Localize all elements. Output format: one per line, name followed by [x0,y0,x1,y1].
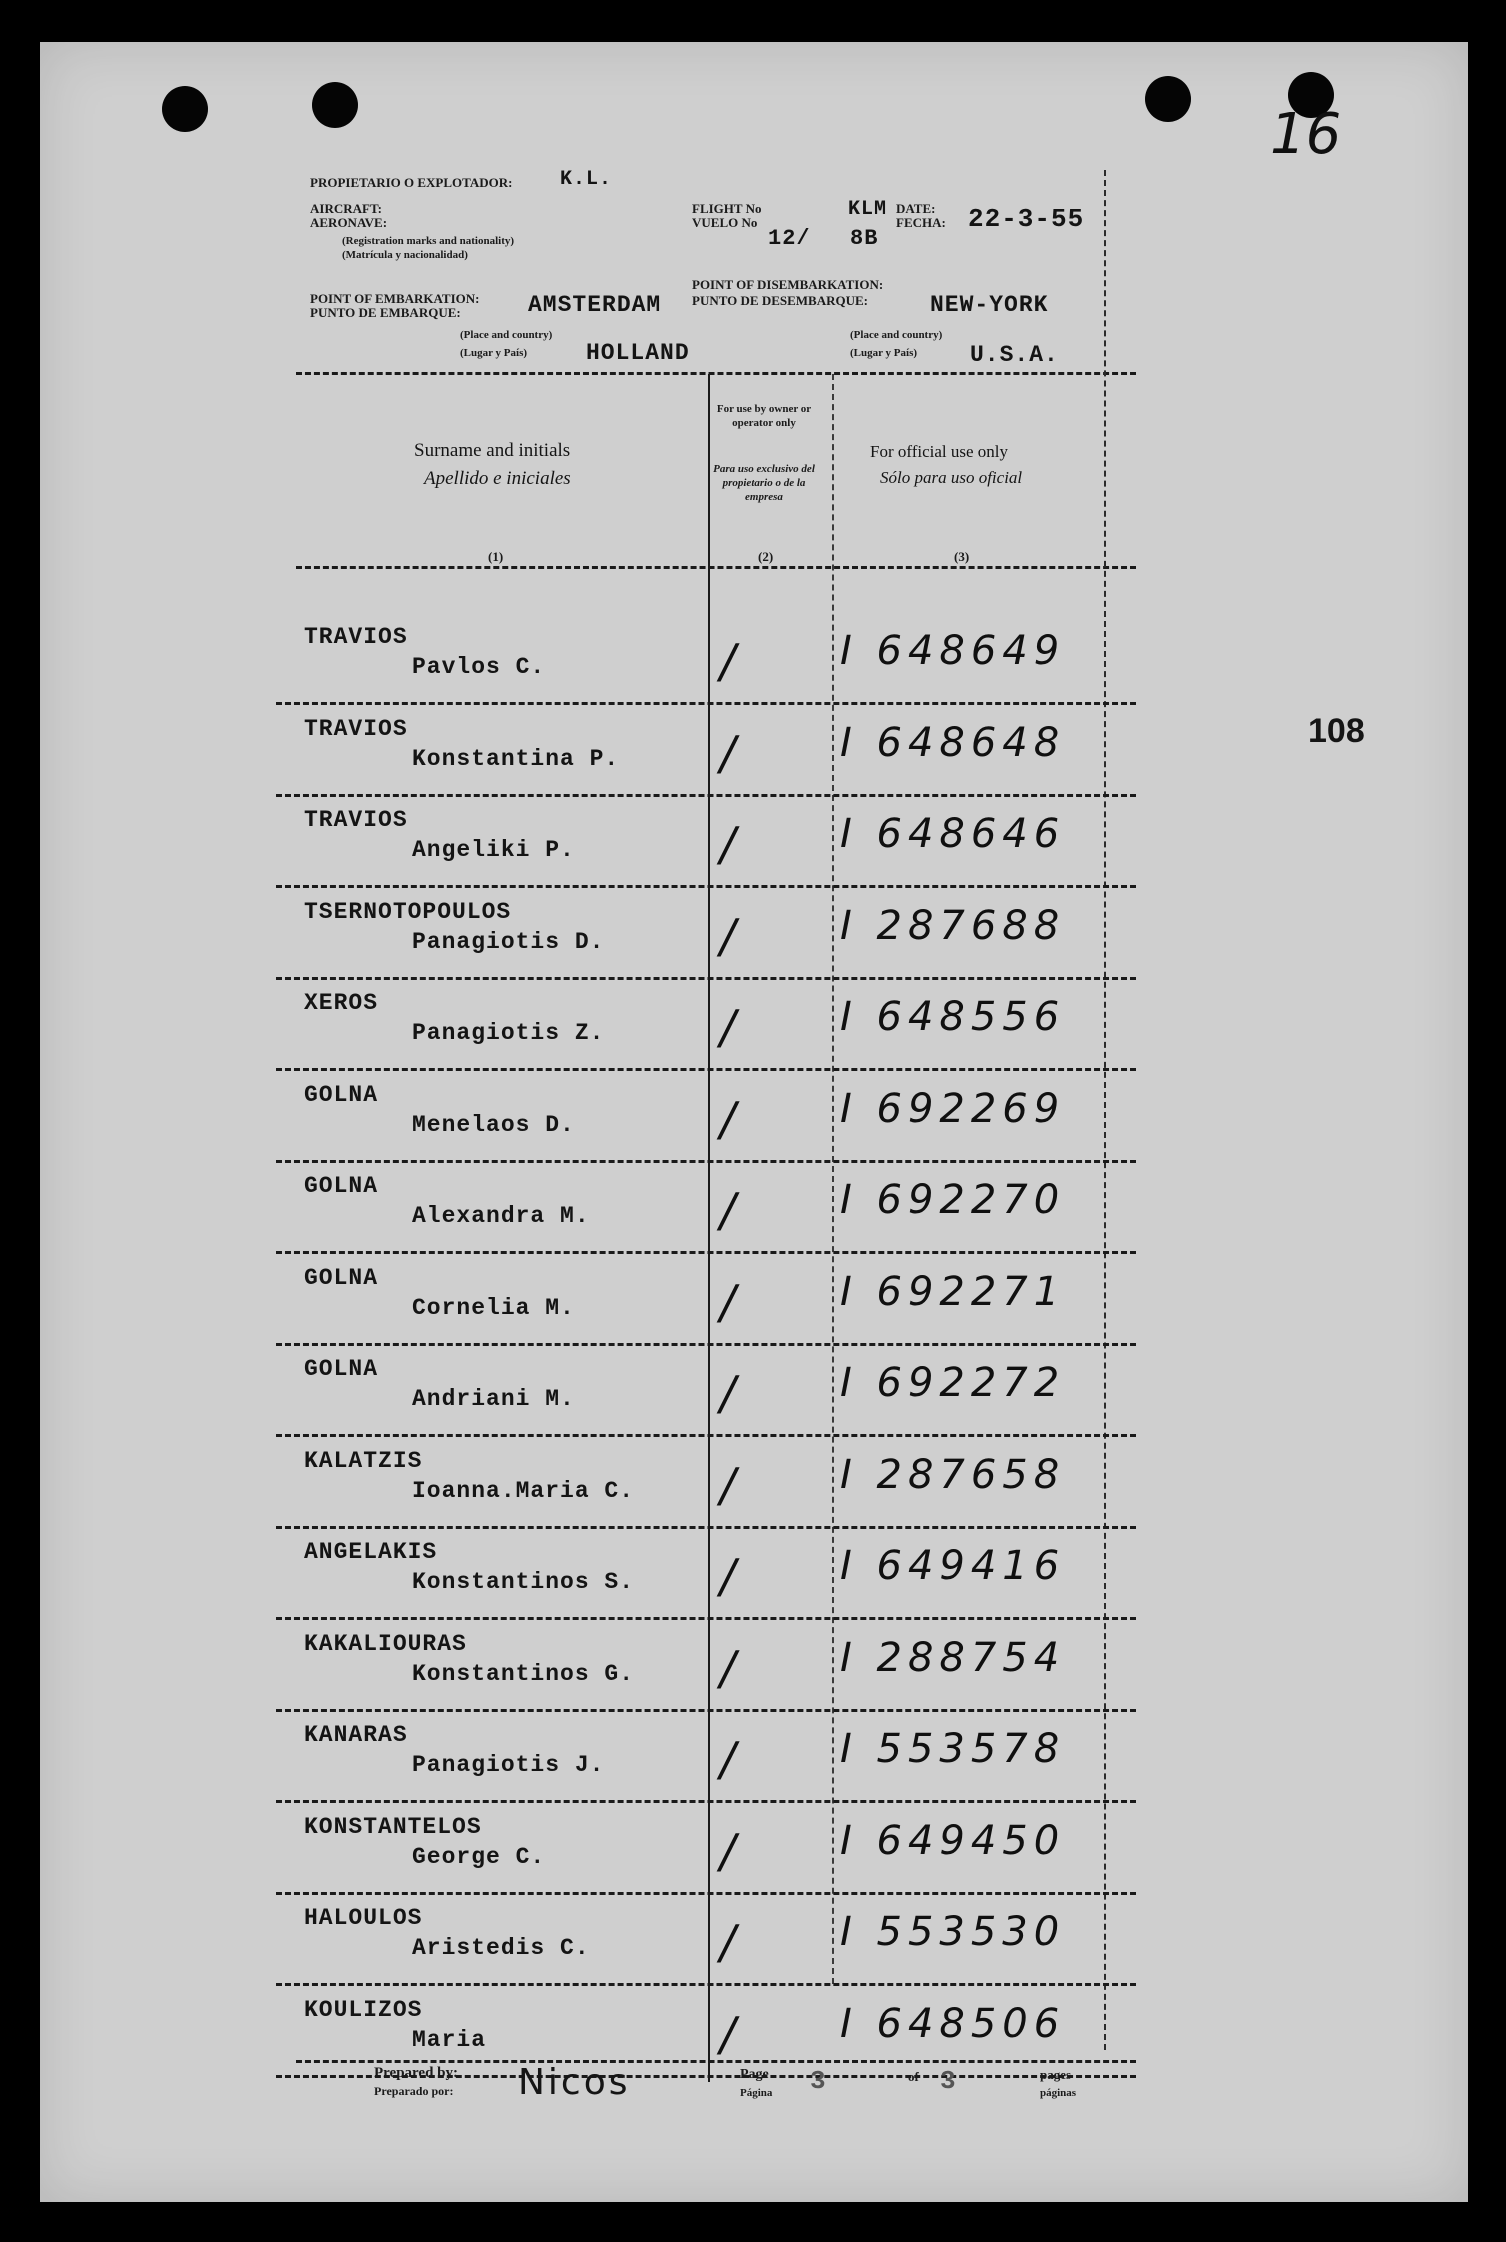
passenger-row [40,1621,1468,1713]
passenger-row [40,980,1468,1072]
passenger-given-name: Konstantina P. [412,745,620,772]
corner-mark: 16 [1270,102,1342,167]
embark-country: HOLLAND [586,340,690,366]
passenger-given-name: Andriani M. [412,1386,575,1412]
page-total-value: 3 [940,2066,957,2096]
official-entry: I 649450 [840,1817,1066,1864]
operator-check-mark: / [720,725,742,780]
official-entry: I 553530 [840,1909,1066,1955]
official-entry: I 287658 [840,1451,1066,1498]
passenger-given-name: Alexandra M. [412,1203,590,1229]
passenger-surname: TRAVIOS [304,715,408,742]
disembark-label-es: PUNTO DE DESEMBARQUE: [692,293,869,308]
manifest-sheet [40,42,1468,2202]
passenger-surname: KAKALIOURAS [304,1630,467,1657]
operator-check-mark: / [720,634,742,688]
embark-value: AMSTERDAM [528,292,662,318]
passenger-given-name: George C. [412,1843,546,1870]
passenger-row [40,797,1468,889]
passenger-given-name: Konstantinos S. [412,1569,635,1595]
page-of-label: of [908,2069,919,2084]
operator-label: PROPIETARIO O EXPLOTADOR: [310,175,513,190]
passenger-surname: GOLNA [304,1356,379,1382]
embark-label-en: POINT OF EMBARKATION: [310,291,480,306]
date-label-es: FECHA: [896,215,946,230]
punch-hole-right-a [1145,76,1191,122]
punch-hole-middle [312,82,358,128]
col3-number: (3) [954,549,970,564]
passenger-row [40,1163,1468,1255]
operator-check-mark: / [720,1091,742,1146]
passenger-row [40,706,1468,798]
official-entry: I 692271 [840,1268,1066,1315]
passenger-given-name: Pavlos C. [412,654,546,680]
operator-check-mark: / [720,1183,742,1237]
passenger-row [40,1895,1468,1987]
official-entry: I 648506 [840,2000,1066,2047]
passenger-surname: KOULIZOS [304,1996,423,2023]
passenger-surname: ANGELAKIS [304,1539,438,1565]
passenger-row [40,614,1468,706]
passenger-given-name: Panagiotis J. [412,1752,605,1778]
disembark-value: NEW-YORK [930,292,1049,318]
col2-heading-es: Para uso exclusivo del propietario o de la empresa [713,463,815,503]
passenger-row [40,1712,1468,1804]
official-entry: I 287688 [840,902,1066,949]
passenger-given-name: Panagiotis Z. [412,1020,605,1046]
operator-check-mark: / [720,1000,742,1054]
passenger-surname: XEROS [304,990,379,1016]
operator-value: K.L. [560,168,613,191]
embark-label-es: PUNTO DE EMBARQUE: [310,305,461,320]
col3-heading-es: Sólo para uso oficial [880,468,1023,487]
registration-note-es: (Matrícula y nacionalidad) [342,249,468,261]
flight-label-en: FLIGHT No [692,201,762,216]
header-rule [296,372,1136,375]
page-label-en: Page [740,2067,769,2082]
official-entry: I 692272 [840,1360,1066,1406]
passenger-surname: KANARAS [304,1722,408,1748]
pages-label-es: páginas [1040,2087,1077,2099]
operator-check-mark: / [720,817,742,871]
place-note-es: (Lugar y País) [460,347,528,359]
col3-heading-en: For official use only [870,442,1009,461]
passenger-row [40,1072,1468,1164]
official-entry: I 648646 [840,811,1066,857]
operator-check-mark: / [720,1915,742,1969]
passenger-given-name: Ioanna.Maria C. [412,1477,635,1504]
col2-heading-en: For use by owner or operator only [716,403,812,429]
flight-code: KLM [848,198,888,221]
passenger-row [40,1255,1468,1347]
official-entry: I 553578 [840,1726,1066,1772]
operator-check-mark: / [720,1549,742,1603]
passenger-surname: KALATZIS [304,1447,423,1474]
flight-label-es: VUELO No [692,215,758,230]
passenger-given-name: Aristedis C. [412,1935,590,1961]
passenger-given-name: Angeliki P. [412,837,575,863]
side-number: 108 [1308,712,1365,750]
passenger-surname: TRAVIOS [304,807,408,833]
aircraft-label-es: AERONAVE: [310,215,388,230]
official-entry: I 692269 [840,1085,1066,1132]
prepared-label-es: Preparado por: [374,2084,454,2098]
operator-check-mark: / [720,1823,742,1878]
date-value: 22-3-55 [968,204,1085,234]
disembark-label-en: POINT OF DISEMBARKATION: [692,277,884,292]
place-note-en: (Place and country) [460,329,553,341]
disembark-note-en: (Place and country) [850,329,943,341]
passenger-surname: GOLNA [304,1081,379,1108]
passenger-given-name: Cornelia M. [412,1294,575,1321]
operator-check-mark: / [720,1732,742,1786]
official-entry: I 648648 [840,719,1066,766]
prepared-value: Nicos [518,2062,631,2103]
operator-check-mark: / [720,1640,742,1695]
col2-number: (2) [758,549,774,564]
passenger-row [40,1987,1468,2079]
passenger-surname: GOLNA [304,1264,379,1291]
col1-number: (1) [488,549,504,564]
footer-rule [296,2060,1136,2063]
operator-check-mark: / [720,908,742,963]
passenger-row [40,1346,1468,1438]
flight-code-suffix: 8B [850,226,879,251]
operator-check-mark: / [720,1457,742,1512]
official-entry: I 648556 [840,994,1066,1040]
passenger-surname: HALOULOS [304,1905,423,1931]
flight-value: 12/ [768,226,811,251]
official-entry: I 649416 [840,1543,1066,1589]
passenger-surname: GOLNA [304,1173,379,1199]
pages-label-en: pages [1040,2067,1072,2082]
passenger-given-name: Maria [412,2026,487,2053]
col1-heading-en: Surname and initials [414,440,571,461]
operator-check-mark: / [720,1366,742,1420]
col1-heading-es: Apellido e iniciales [424,468,571,489]
columns-rule [296,566,1136,569]
passenger-row [40,1529,1468,1621]
page-label-es: Página [740,2087,773,2099]
passenger-given-name: Panagiotis D. [412,928,605,955]
operator-check-mark: / [720,2006,742,2061]
passenger-surname: KONSTANTELOS [304,1813,482,1840]
prepared-label-en: Prepared by: [374,2065,459,2081]
passenger-given-name: Menelaos D. [412,1111,575,1138]
passenger-given-name: Konstantinos G. [412,1660,635,1687]
passenger-surname: TSERNOTOPOULOS [304,898,512,925]
official-entry: I 288754 [840,1634,1066,1681]
passenger-row [40,889,1468,981]
date-label-en: DATE: [896,201,936,216]
passenger-row [40,1438,1468,1530]
official-entry: I 692270 [840,1177,1066,1223]
page-value: 3 [810,2066,827,2096]
operator-check-mark: / [720,1274,742,1329]
aircraft-label-en: AIRCRAFT: [310,201,382,216]
passenger-surname: TRAVIOS [304,624,408,650]
disembark-note-es: (Lugar y País) [850,347,918,359]
passenger-row [40,1804,1468,1896]
registration-note-en: (Registration marks and nationality) [342,235,515,247]
punch-hole-left [162,86,208,132]
disembark-country: U.S.A. [970,342,1059,368]
official-entry: I 648649 [840,628,1066,674]
